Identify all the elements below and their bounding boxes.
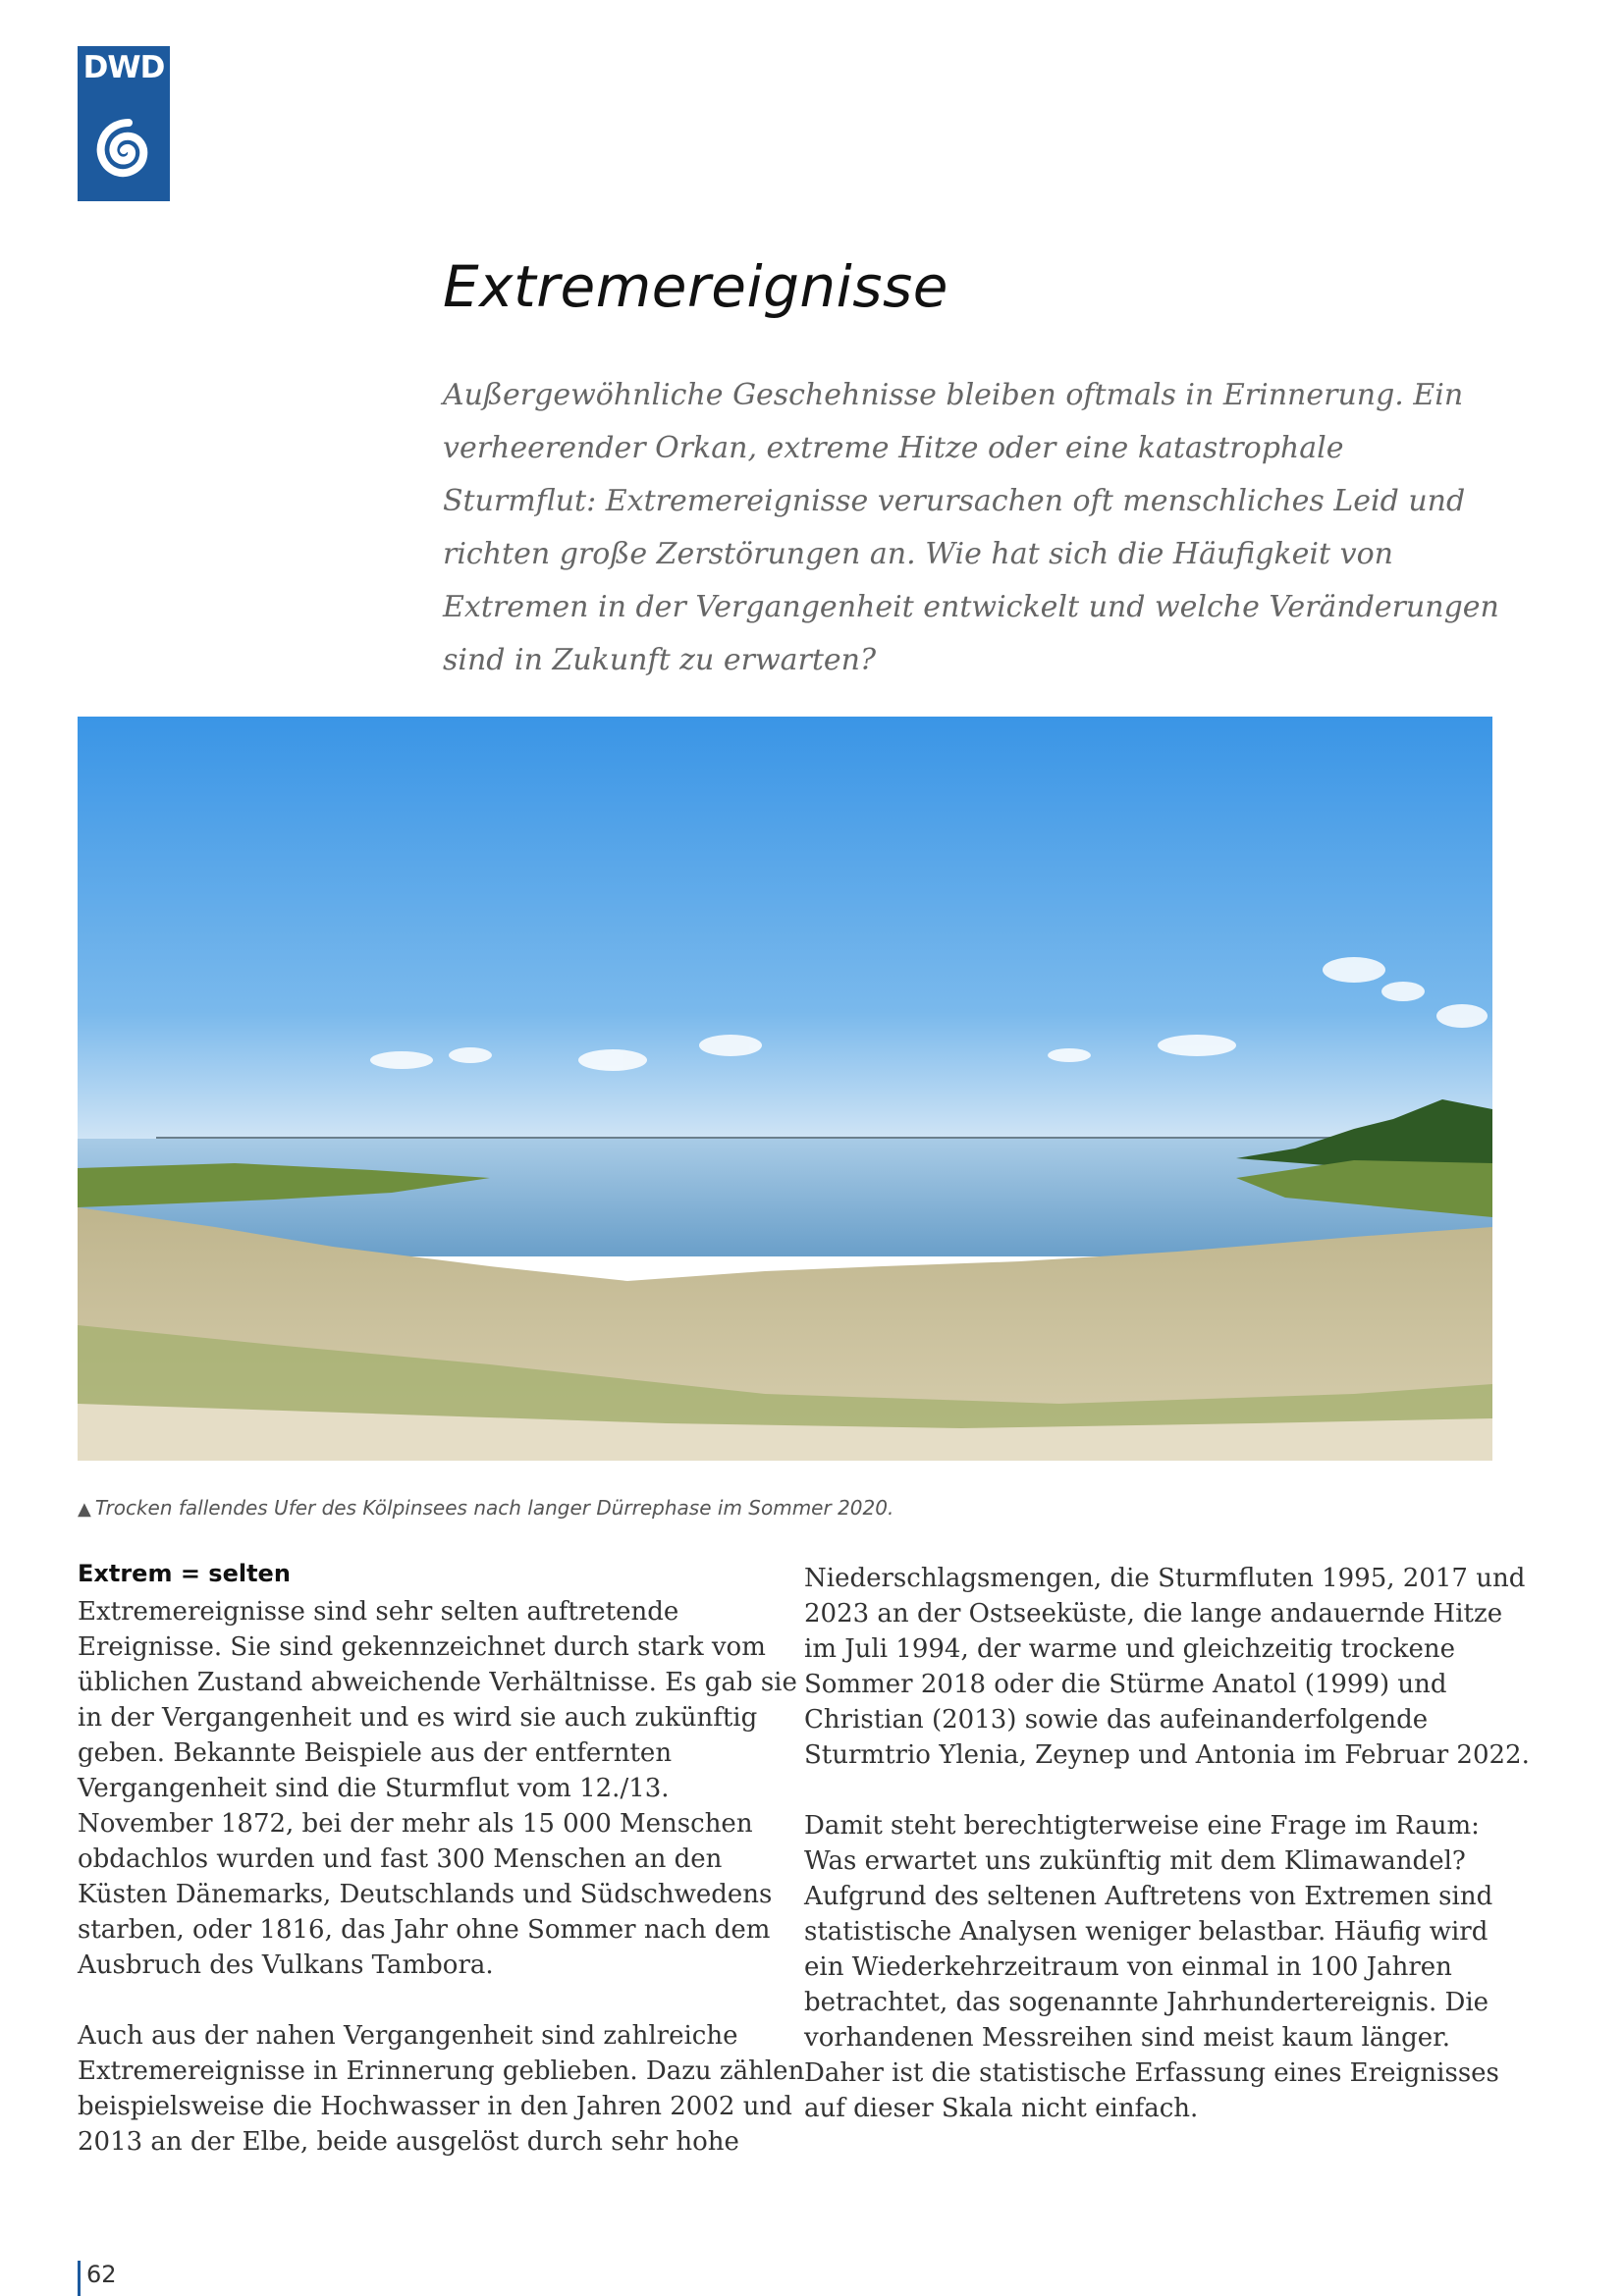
page-number: 62 — [86, 2261, 117, 2288]
paragraph: Niederschlagsmengen, die Sturmfluten 1995, 2017 und 2023 an der Ostseeküste, die lange andauernde Hitze im Juli 1994, der warme und gleichzeitig trockene Sommer 2018 oder die Stürme Anatol (1999) und Christian (2013) sowie das aufeinanderfolgende Sturmtrio Ylenia, Zeynep und Antonia im Februar 2022. — [804, 1564, 1530, 1770]
caption-text: Trocken fallendes Ufer des Kölpinsees nach langer Dürrephase im Sommer 2020. — [94, 1496, 894, 1520]
photo-caption — [78, 1496, 893, 1520]
paragraph: Extremereignisse sind sehr selten auftretende Ereignisse. Sie sind gekennzeichnet durch stark vom üblichen Zustand abweichende Verhältnisse. Es gab sie in der Vergangenheit und es wird sie auch zukünftig geben. Bekannte Beispiele aus der entfernten Vergangenheit sind die Sturmflut vom 12./13. November 1872, bei der mehr als 15 000 Menschen obdachlos wurden und fast 300 Menschen an den Küsten Dänemarks, Deutschlands und Südschwedens starben, oder 1816, das Jahr ohne Sommer nach dem Ausbruch des Vulkans Tambora. — [78, 1597, 797, 1980]
dwd-logo-text: DWD — [82, 50, 165, 85]
left-column — [78, 1556, 809, 2195]
lake-shore-photo — [78, 717, 1492, 1461]
paragraph: Damit steht berechtigterweise eine Frage im Raum: Was erwartet uns zukünftig mit dem Klimawandel? Aufgrund des seltenen Auftretens von Extremen sind statistische Analysen weniger belastbar. Häufig wird ein Wiederkehrzeitraum von einmal in 100 Jahren betrachtet, das sogenannte Jahrhundertereignis. Die vorhandenen Messreihen sind meist kaum länger. Daher ist die statistische Erfassung eines Ereignisses auf dieser Skala nicht einfach. — [804, 1811, 1499, 2123]
triangle-up-icon: ▲ — [78, 1499, 91, 1520]
spiral-icon — [78, 99, 170, 197]
lead-paragraph: Außergewöhnliche Geschehnisse bleiben oftmals in Erinnerung. Ein verheerender Orkan, extreme Hitze oder eine katastrophale Sturmflut: Extremereignisse verursachen oft menschliches Leid und richten große Zerstörungen an. Wie hat sich die Häufigkeit von Extremen in der Vergangenheit entwickelt und welche Veränderungen sind in Zukunft zu erwarten? — [443, 378, 1499, 677]
dwd-logo — [78, 46, 170, 201]
paragraph: Auch aus der nahen Vergangenheit sind zahlreiche Extremereignisse in Erinnerung geblieben. Dazu zählen beispielsweise die Hochwasser in den Jahren 2002 und 2013 an der Elbe, beide ausgelöst durch sehr hohe — [78, 2021, 805, 2157]
right-column — [804, 1561, 1536, 2162]
photo-illustration — [78, 717, 1492, 1461]
page-number-rule — [78, 2261, 81, 2296]
section-heading: Extrem = selten — [78, 1560, 291, 1587]
page-title: Extremereignisse — [443, 253, 948, 320]
